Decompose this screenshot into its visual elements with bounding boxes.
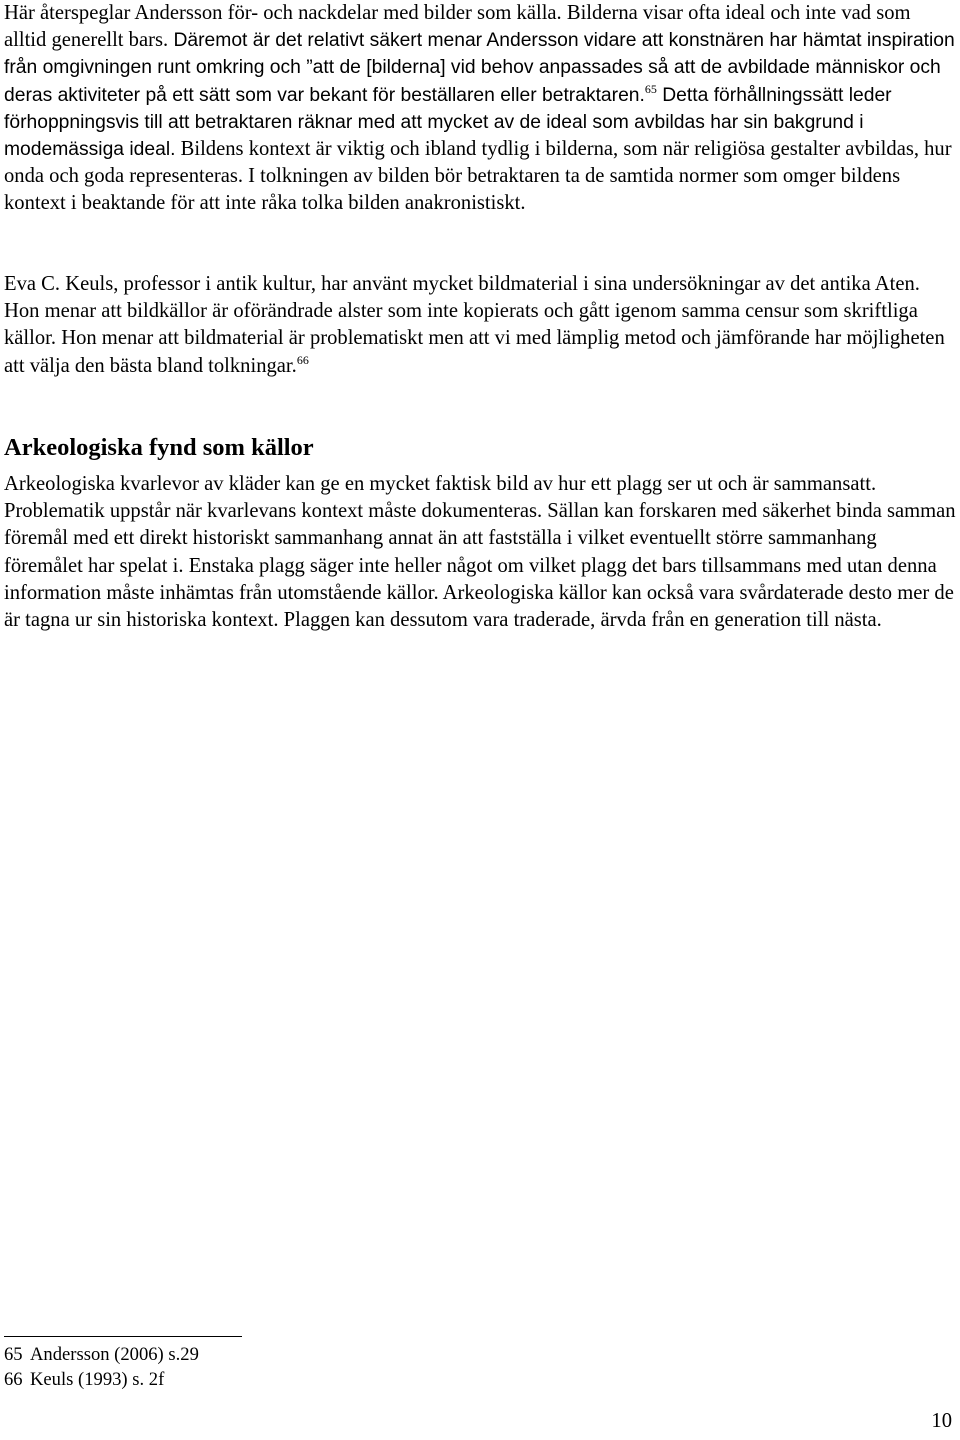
footnote-number: 65 [4, 1344, 23, 1365]
paragraph-arkeologiska: Arkeologiska kvarlevor av kläder kan ge en mycket faktisk bild av hur ett plagg ser ut och är sammansatt. Problematik uppstår när kvarlevans kontext måste dokumenteras. Sällan kan forskaren med säkerhet binda samman föremål med ett direkt historiskt sammanhang annat än att fastställa i vilket eventuellt större sammanhang föremålet har spelat i. Enstaka plagg säger inte heller något om vilket plagg det bars tillsammans med utan denna information måste inhämtas från utomstående källor. Arkeologiska källor kan också vara svårdaterade desto mer de är tagna ur sin historiska kontext. Plaggen kan dessutom vara traderade, ärvda från en generation till nästa. [4, 473, 956, 632]
footnote-ref-66: 66 [296, 352, 309, 367]
footnote-item [4, 1367, 199, 1392]
paragraph-andersson [4, 0, 956, 218]
page-number: 10 [931, 1410, 952, 1432]
paragraph-keuls [4, 271, 956, 380]
footnote-ref-65: 65 [644, 81, 657, 96]
footnotes [4, 1342, 199, 1392]
footnote-text: Keuls (1993) s. 2f [30, 1369, 165, 1390]
paragraph-segment-ideal: Här återspeglar Andersson för- och nackdelar med bilder som källa. Bilderna visar ofta ideal och inte vad som alltid generellt bars. [4, 2, 911, 52]
paragraph-keuls-text: Eva C. Keuls, professor i antik kultur, har använt mycket bildmaterial i sina undersökningar av det antika Aten. Hon menar att bildkällor är oförändrade alster som inte kopierats och gått igenom samma censur som skriftliga källor. Hon menar att bildmaterial är problematiskt men att vi med lämplig metod och jämförande har möjligheten att välja den bästa bland tolkningar. [4, 273, 945, 377]
footnote-number: 66 [4, 1369, 23, 1390]
footnote-item [4, 1342, 199, 1367]
paragraph-segment-modemassiga: Detta förhållningssätt leder förhoppningsvis till att betraktaren räknar med att mycket av de ideal som avbildas har sin bakgrund i modemässiga ideal. [4, 84, 892, 161]
section-heading: Arkeologiska fynd som källor [4, 434, 314, 461]
footnote-text: Andersson (2006) s.29 [30, 1344, 199, 1365]
footnote-separator [4, 1336, 242, 1337]
paragraph-segment-kontext: Bildens kontext är viktig och ibland tydlig i bilderna, som när religiösa gestalter avbildas, hur onda och goda representeras. I tolkningen av bilden bör betraktaren ta de samtida normer som omger bildens kontext i beaktande för att inte råka tolka bilden anakronistiskt. [4, 138, 952, 215]
paragraph-segment-inspiration: Däremot är det relativt säkert menar Andersson vidare att konstnären har hämtat inspiration från omgivningen runt omkring och ”att de [bilderna] vid behov anpassades så att de avbildade människor och deras aktiviteter på ett sätt som var bekant för beställaren eller betraktaren. [4, 30, 955, 106]
